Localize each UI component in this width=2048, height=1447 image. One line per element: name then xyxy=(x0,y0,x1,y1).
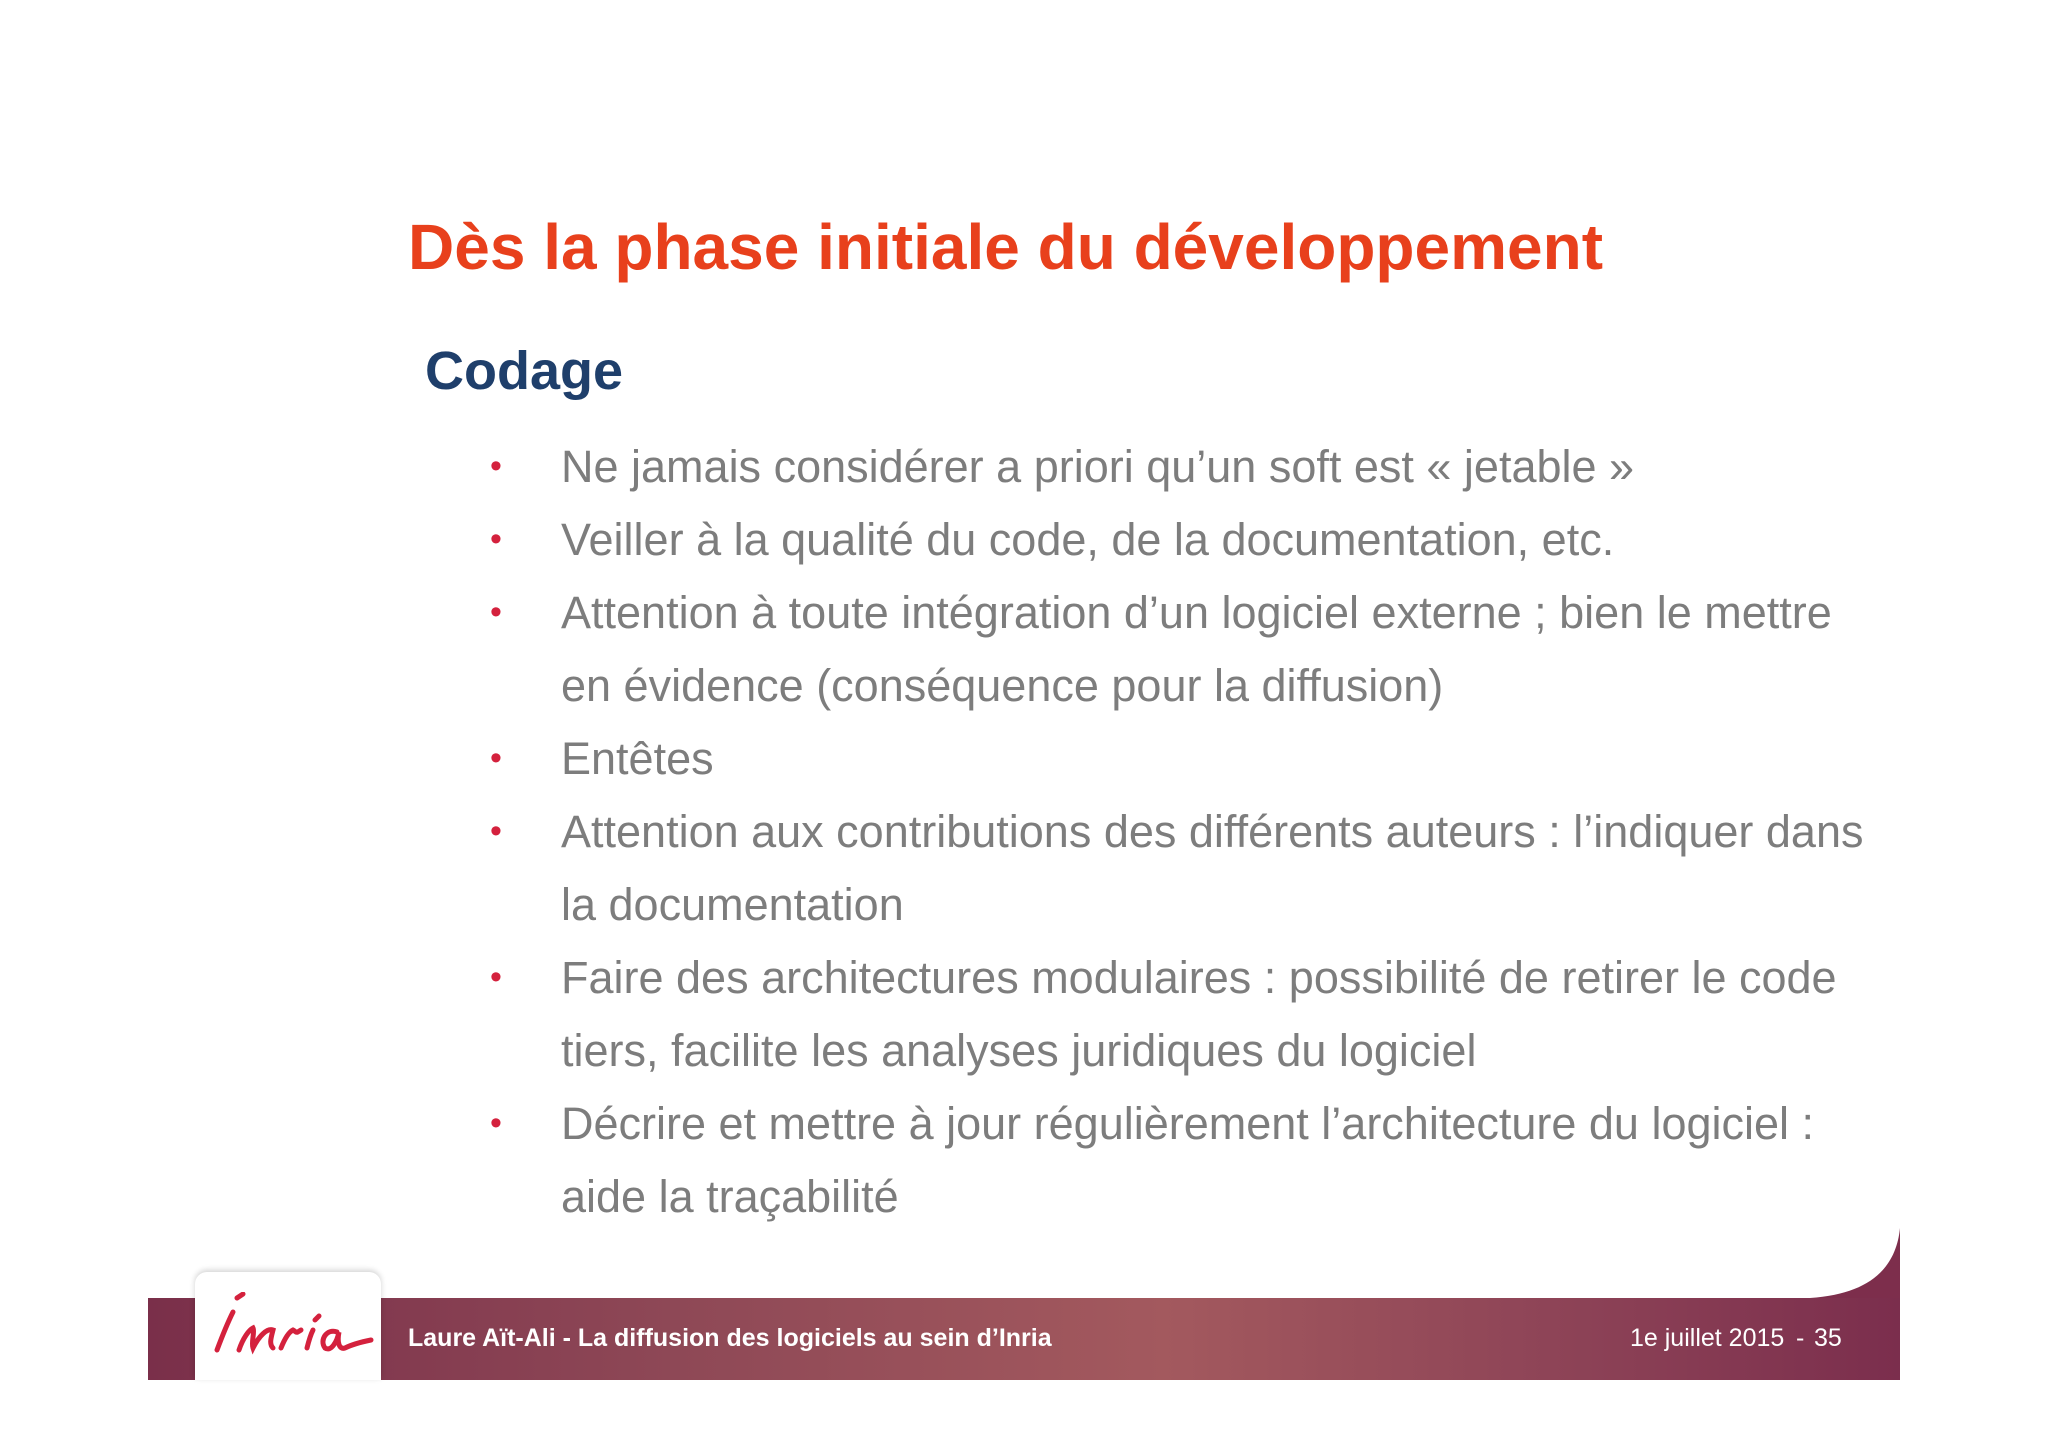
bullet-item xyxy=(490,503,1890,576)
bullet-item xyxy=(490,1087,1890,1233)
bullet-marker: • xyxy=(490,1104,502,1142)
footer-curve-decoration xyxy=(1700,1228,1900,1298)
inria-logo-icon xyxy=(203,1292,375,1364)
bullet-item xyxy=(490,795,1890,941)
bullet-text: Entêtes xyxy=(561,733,714,784)
inria-logo xyxy=(195,1272,381,1380)
page-number: 35 xyxy=(1814,1324,1842,1352)
bullet-item xyxy=(490,722,1890,795)
section-heading: Codage xyxy=(425,341,624,401)
bullet-marker: • xyxy=(490,958,502,996)
slide-title: Dès la phase initiale du développement xyxy=(408,211,1603,283)
bullet-item xyxy=(490,576,1890,722)
bullet-marker: • xyxy=(490,447,502,485)
bullet-marker: • xyxy=(490,593,502,631)
bullet-text: Décrire et mettre à jour régulièrement l’architecture du logiciel : aide la traçabilité xyxy=(561,1098,1815,1222)
bullet-text: Faire des architectures modulaires : possibilité de retirer le code tiers, facilite les analyses juridiques du logiciel xyxy=(561,952,1837,1076)
bullet-marker: • xyxy=(490,812,502,850)
bullet-item xyxy=(490,941,1890,1087)
bullet-text: Attention à toute intégration d’un logiciel externe ; bien le mettre en évidence (conséquence pour la diffusion) xyxy=(561,587,1832,711)
bullet-marker: • xyxy=(490,739,502,777)
bullet-text: Veiller à la qualité du code, de la documentation, etc. xyxy=(561,514,1615,565)
bullet-text: Attention aux contributions des différents auteurs : l’indiquer dans la documentation xyxy=(561,806,1864,930)
bullet-item xyxy=(490,430,1890,503)
footer-presentation-title: Laure Aït-Ali - La diffusion des logiciels au sein d’Inria xyxy=(408,1324,1052,1352)
bullet-list xyxy=(490,430,1890,1233)
footer-separator: - xyxy=(1796,1324,1805,1352)
bullet-marker: • xyxy=(490,520,502,558)
footer-date: 1e juillet 2015 xyxy=(1630,1324,1785,1352)
bullet-text: Ne jamais considérer a priori qu’un soft est « jetable » xyxy=(561,441,1635,492)
